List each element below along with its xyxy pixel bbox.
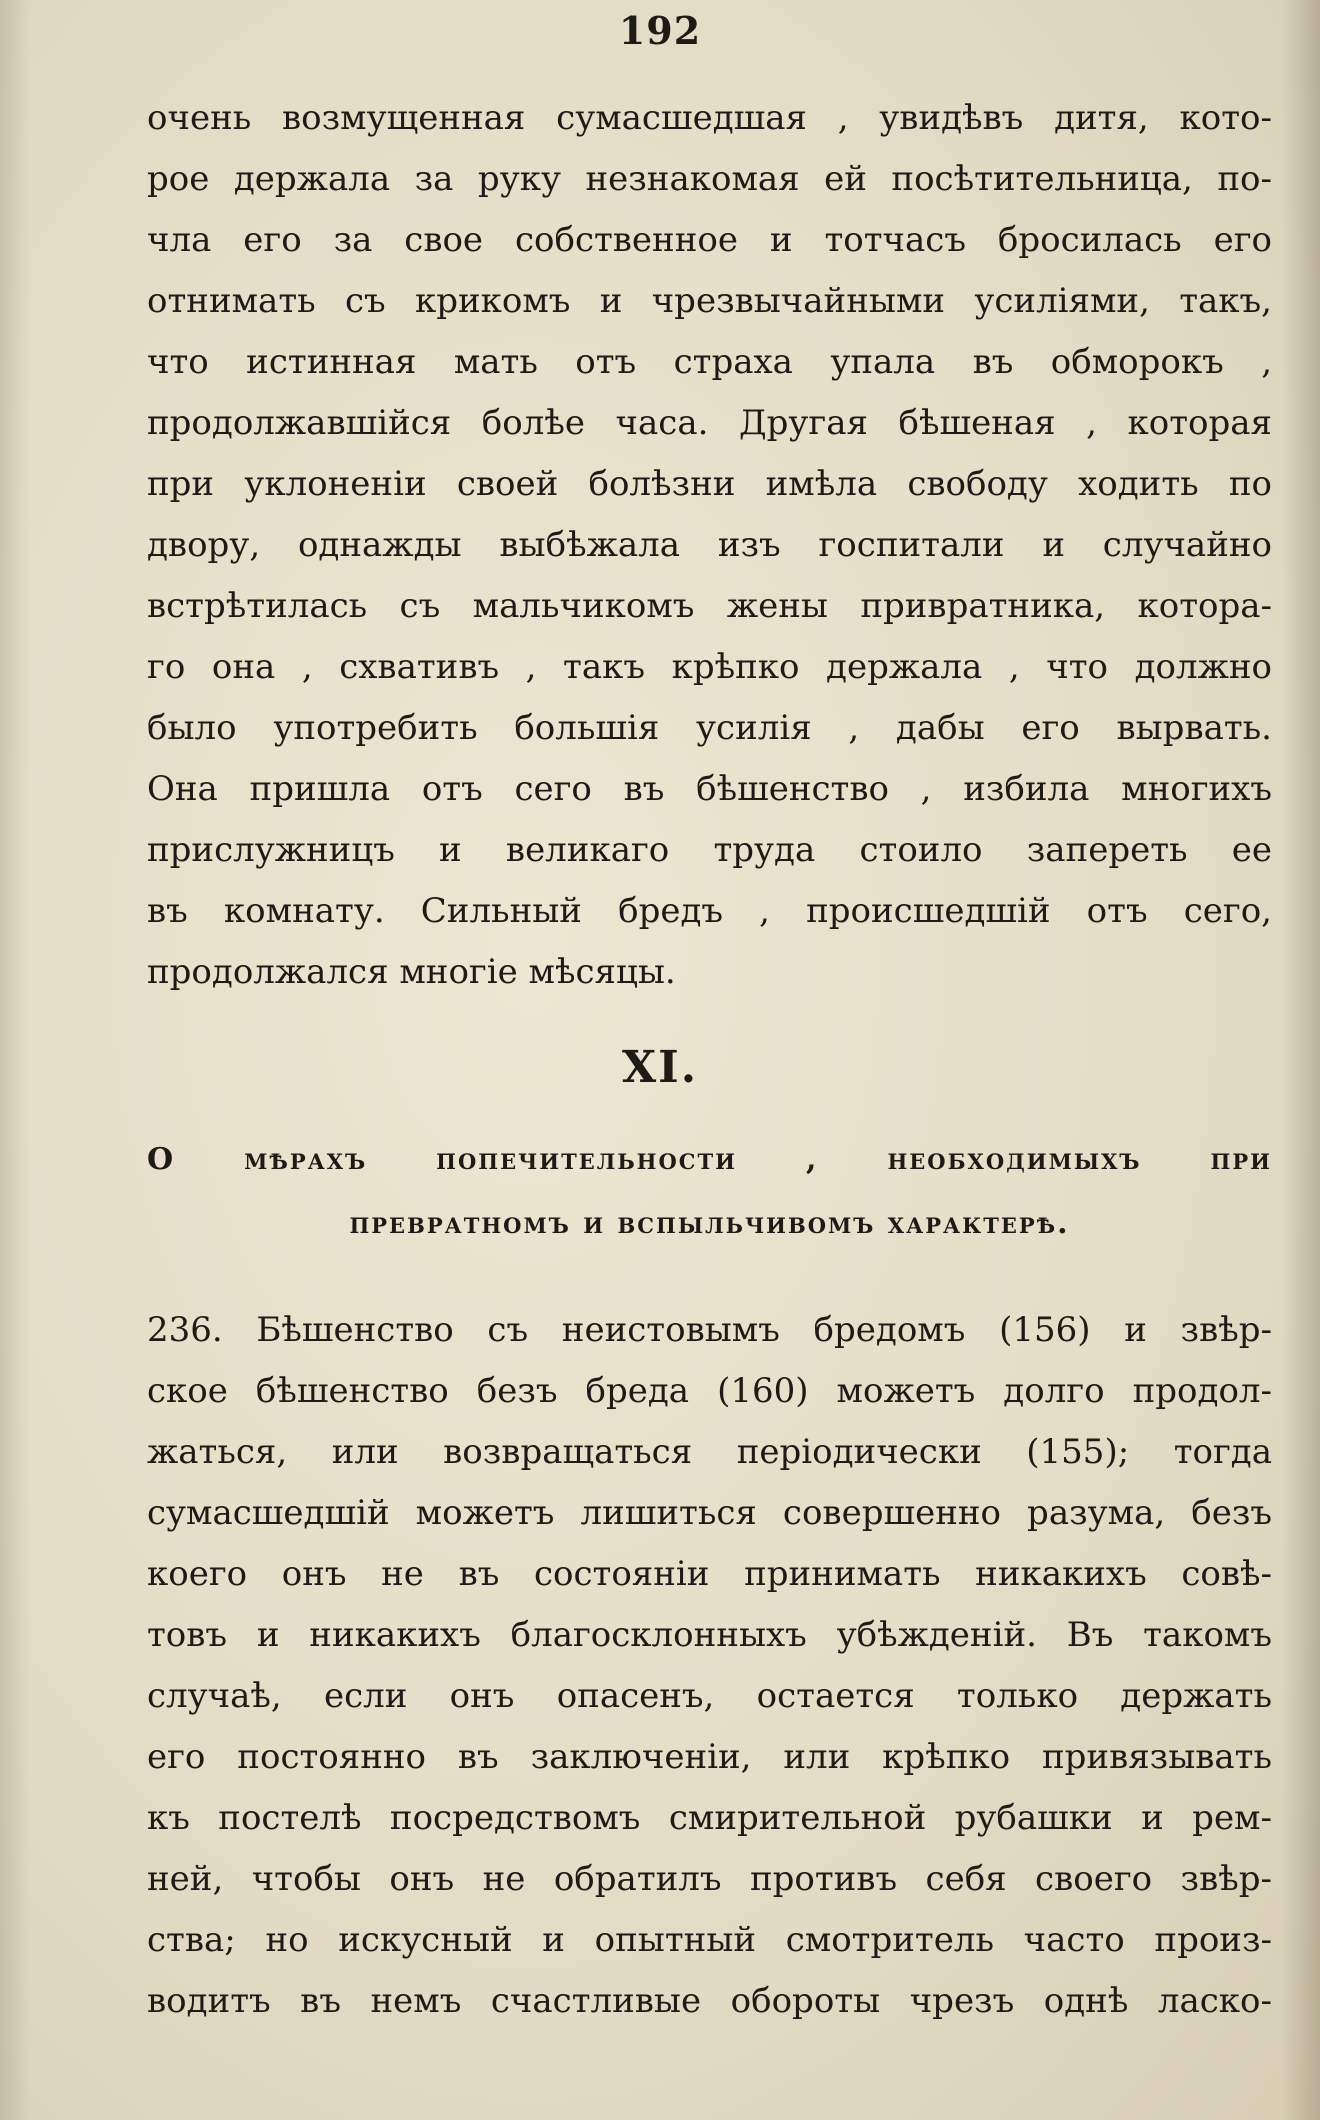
text-line: 236. Бѣшенство съ неистовымъ бредомъ (156) и звѣр- bbox=[147, 1310, 1272, 1350]
text-line: въ комнату. Сильный бредъ , происшедшій отъ сего, bbox=[147, 891, 1272, 931]
text-line: сумасшедшій можетъ лишиться совершенно разума, безъ bbox=[147, 1493, 1272, 1533]
text-line: къ постелѣ посредствомъ смирительной рубашки и рем- bbox=[147, 1798, 1272, 1838]
text-line: двору, однажды выбѣжала изъ госпитали и случайно bbox=[147, 525, 1272, 565]
text-line: жаться, или возвращаться періодически (155); тогда bbox=[147, 1432, 1272, 1472]
page-number: 192 bbox=[618, 8, 702, 53]
section-heading-line-2: превратномъ и вспыльчивомъ характерѣ. bbox=[349, 1206, 1070, 1241]
text-line: рое держала за руку незнакомая ей посѣтительница, по- bbox=[147, 159, 1272, 199]
text-line: прислужницъ и великаго труда стоило запереть ее bbox=[147, 830, 1272, 870]
text-line: водитъ въ немъ счастливые обороты чрезъ однѣ ласко- bbox=[147, 1981, 1272, 2021]
text-line: го она , схвативъ , такъ крѣпко держала , что должно bbox=[147, 647, 1272, 687]
text-line: Она пришла отъ сего въ бѣшенство , избила многихъ bbox=[147, 769, 1272, 809]
text-line: встрѣтилась съ мальчикомъ жены привратника, котора- bbox=[147, 586, 1272, 626]
text-line: чла его за свое собственное и тотчасъ бросилась его bbox=[147, 220, 1272, 260]
text-line: отнимать съ крикомъ и чрезвычайными усиліями, такъ, bbox=[147, 281, 1272, 321]
text-line: продолжался многіе мѣсяцы. bbox=[147, 952, 676, 992]
text-line: продолжавшійся болѣе часа. Другая бѣшеная , которая bbox=[147, 403, 1272, 443]
text-line: коего онъ не въ состояніи принимать никакихъ совѣ- bbox=[147, 1554, 1272, 1594]
text-line: его постоянно въ заключеніи, или крѣпко привязывать bbox=[147, 1737, 1272, 1777]
text-line: случаѣ, если онъ опасенъ, остается только держать bbox=[147, 1676, 1272, 1716]
text-line: при уклоненіи своей болѣзни имѣла свободу ходить по bbox=[147, 464, 1272, 504]
section-heading-line-1: О мѣрахъ попечительности , необходимыхъ при bbox=[147, 1142, 1272, 1177]
text-line: ней, чтобы онъ не обратилъ противъ себя своего звѣр- bbox=[147, 1859, 1272, 1899]
text-line: очень возмущенная сумасшедшая , увидѣвъ дитя, кото- bbox=[147, 98, 1272, 138]
text-line: ства; но искусный и опытный смотритель часто произ- bbox=[147, 1920, 1272, 1960]
continuation-paragraph bbox=[147, 88, 1272, 1003]
paragraph-236 bbox=[147, 1300, 1272, 2032]
text-line: товъ и никакихъ благосклонныхъ убѣжденій. Въ такомъ bbox=[147, 1615, 1272, 1655]
text-line: что истинная мать отъ страха упала въ обморокъ , bbox=[147, 342, 1272, 382]
text-line: ское бѣшенство безъ бреда (160) можетъ долго продол- bbox=[147, 1371, 1272, 1411]
text-line: было употребить большія усилія , дабы его вырвать. bbox=[147, 708, 1272, 748]
section-number: XI. bbox=[621, 1042, 699, 1093]
